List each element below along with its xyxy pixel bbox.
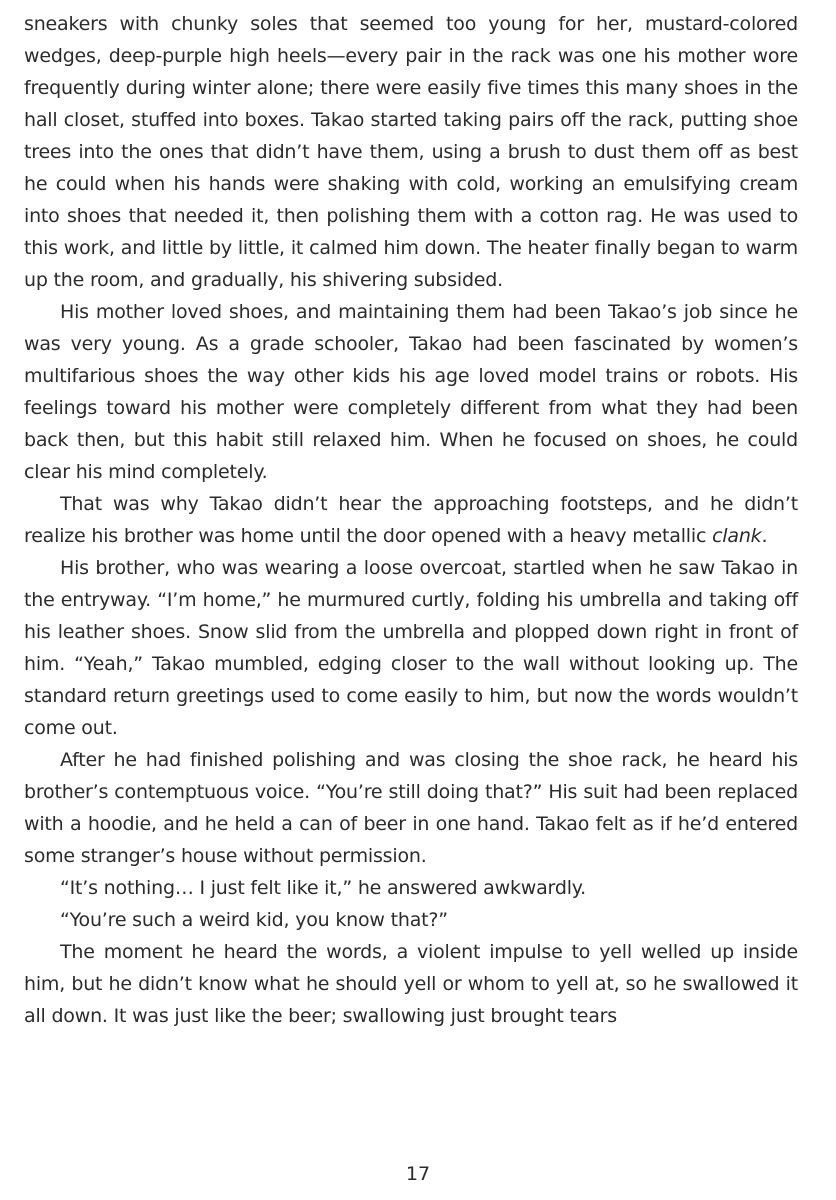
paragraph-finished-polishing: After he had finished polishing and was closing the shoe rack, he heard his brother’s contemptuous voice. “You’re still doing that?” His suit had been replaced with a hoodie, and he held a can of beer in one hand. Takao felt as if he’d entered some stranger’s house without permission. (24, 749, 798, 867)
paragraph-shoe-rack: sneakers with chunky soles that seemed too young for her, mustard-colored wedges, deep-purple high heels—every pair in the rack was one his mother wore frequently during winter alone; there were easily five times this many shoes in the hall closet, stuffed into boxes. Takao started taking pairs off the rack, putting shoe trees into the ones that didn’t have them, using a brush to dust them off as best he could when his hands were shaking with cold, working an emulsifying cream into shoes that needed it, then polishing them with a cotton rag. He was used to this work, and little by little, it calmed him down. The heater finally began to warm up the room, and gradually, his shivering subsided. (24, 13, 798, 291)
book-page-text (24, 8, 798, 1032)
paragraph-brother-home-text: That was why Takao didn’t hear the approaching footsteps, and he didn’t realize his brother was home until the door opened with a heavy metallic (24, 493, 798, 547)
paragraph-brother-home (24, 488, 798, 552)
paragraph-brother-overcoat: His brother, who was wearing a loose overcoat, startled when he saw Takao in the entryway. “I’m home,” he murmured curtly, folding his umbrella and taking off his leather shoes. Snow slid from the umbrella and plopped down right in front of him. “Yeah,” Takao mumbled, edging closer to the wall without looking up. The standard return greetings used to come easily to him, but now the words wouldn’t come out. (24, 557, 798, 739)
paragraph-mother-loved-shoes: His mother loved shoes, and maintaining them had been Takao’s job since he was very young. As a grade schooler, Takao had been fascinated by women’s multifarious shoes the way other kids his age loved model trains or robots. His feelings toward his mother were completely different from what they had been back then, but this habit still relaxed him. When he focused on shoes, he could clear his mind completely. (24, 301, 798, 483)
paragraph-violent-impulse: The moment he heard the words, a violent impulse to yell welled up inside him, but he didn’t know what he should yell or whom to yell at, so he swallowed it all down. It was just like the beer; swallowing just brought tears (24, 941, 798, 1027)
page-number: 17 (405, 1163, 431, 1185)
paragraph-brother-home-end: . (761, 525, 768, 547)
dialogue-its-nothing: “It’s nothing… I just felt like it,” he answered awkwardly. (60, 877, 586, 899)
italic-clank: clank (712, 525, 762, 547)
dialogue-weird-kid: “You’re such a weird kid, you know that?” (60, 909, 448, 931)
